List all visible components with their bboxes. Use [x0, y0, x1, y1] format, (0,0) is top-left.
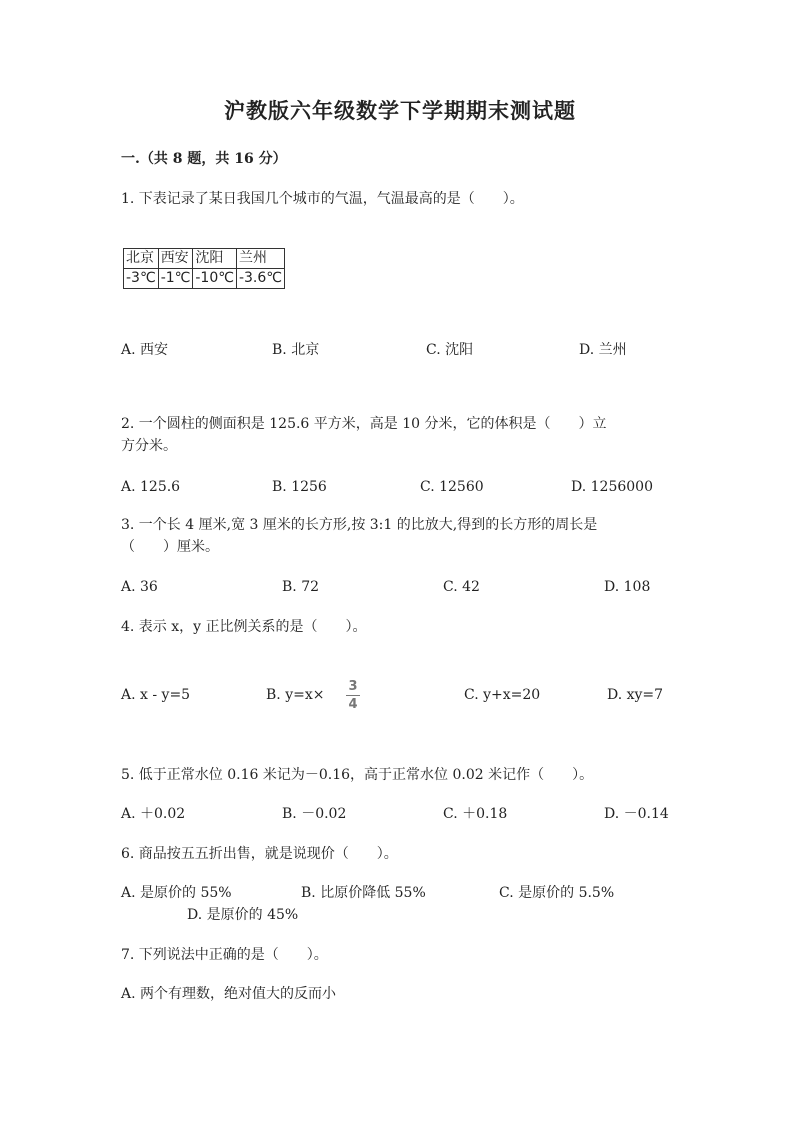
q6-option-b: B. 比原价降低 55% [301, 885, 426, 901]
q4-option-b: B. y=x× [266, 687, 325, 703]
question-2-text-cont: 方分米。 [121, 438, 177, 454]
table-cell: 兰州 [236, 249, 284, 269]
question-2-text: 2. 一个圆柱的侧面积是 125.6 平方米，高是 10 分米，它的体积是（ ）立 [121, 416, 607, 432]
q5-option-a: A. ＋0.02 [121, 806, 186, 822]
q4-option-c: C. y+x=20 [464, 687, 541, 703]
question-3-text-cont: （ ）厘米。 [121, 539, 219, 555]
table-row [124, 269, 285, 289]
fraction-numerator: 3 [348, 679, 358, 694]
q5-option-b: B. －0.02 [282, 806, 347, 822]
question-1-text: 1. 下表记录了某日我国几个城市的气温，气温最高的是（ ）。 [121, 191, 524, 207]
q5-option-c: C. ＋0.18 [443, 806, 508, 822]
question-5-text: 5. 低于正常水位 0.16 米记为－0.16，高于正常水位 0.02 米记作（ ）。 [121, 767, 594, 783]
section-heading: 一.（共 8 题，共 16 分） [121, 151, 287, 167]
question-6-text: 6. 商品按五五折出售，就是说现价（ ）。 [121, 846, 398, 862]
q2-option-d: D. 1256000 [571, 479, 653, 495]
q1-option-a: A. 西安 [121, 342, 169, 358]
question-3-text: 3. 一个长 4 厘米,宽 3 厘米的长方形,按 3:1 的比放大,得到的长方形的周长是 [121, 517, 598, 533]
fraction-three-quarters [346, 679, 360, 712]
q2-option-c: C. 12560 [420, 479, 484, 495]
table-cell: 西安 [158, 249, 193, 269]
q2-option-a: A. 125.6 [121, 479, 181, 495]
q1-option-c: C. 沈阳 [426, 342, 474, 358]
table-cell: -10℃ [193, 269, 237, 289]
question-7-text: 7. 下列说法中正确的是（ ）。 [121, 947, 328, 963]
q3-option-b: B. 72 [282, 579, 320, 595]
q3-option-c: C. 42 [443, 579, 480, 595]
table-cell: 北京 [124, 249, 159, 269]
table-cell: -1℃ [158, 269, 193, 289]
table-row [124, 249, 285, 269]
q4-option-a: A. x - y=5 [121, 687, 191, 703]
temperature-table [123, 248, 285, 289]
table-cell: -3.6℃ [236, 269, 284, 289]
fraction-bar [346, 695, 360, 696]
q6-option-d: D. 是原价的 45% [187, 907, 299, 923]
q6-option-c: C. 是原价的 5.5% [499, 885, 615, 901]
page-title: 沪教版六年级数学下学期期末测试题 [224, 98, 576, 123]
q2-option-b: B. 1256 [272, 479, 327, 495]
q5-option-d: D. －0.14 [604, 806, 669, 822]
fraction-denominator: 4 [348, 697, 358, 712]
q1-option-b: B. 北京 [272, 342, 320, 358]
table-cell: -3℃ [124, 269, 159, 289]
question-4-text: 4. 表示 x，y 正比例关系的是（ ）。 [121, 619, 367, 635]
q6-option-a: A. 是原价的 55% [121, 885, 232, 901]
q1-option-d: D. 兰州 [579, 342, 627, 358]
q4-option-d: D. xy=7 [607, 687, 664, 703]
q3-option-a: A. 36 [121, 579, 158, 595]
q7-option-a: A. 两个有理数，绝对值大的反而小 [121, 986, 337, 1002]
q3-option-d: D. 108 [604, 579, 651, 595]
table-cell: 沈阳 [193, 249, 237, 269]
